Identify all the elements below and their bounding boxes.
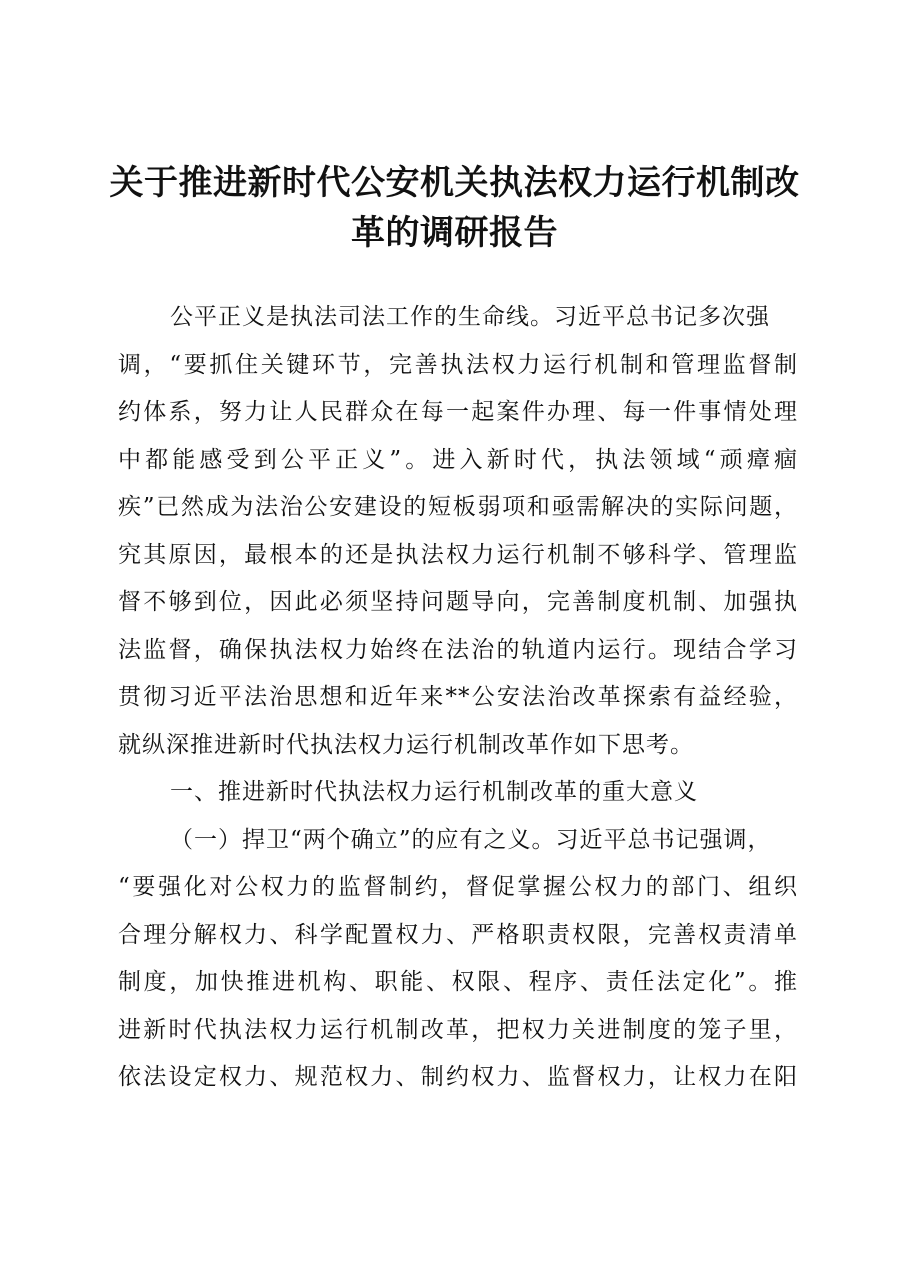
- paragraph-line: 疾”已然成为法治公安建设的短板弱项和亟需解决的实际问题，: [118, 494, 798, 520]
- document-title: [100, 158, 809, 258]
- document-body: [118, 294, 798, 1102]
- paragraph-line: 依法设定权力、规范权力、制约权力、监督权力，让权力在阳: [118, 1064, 798, 1090]
- paragraph-line: 合理分解权力、科学配置权力、严格职责权限，完善权责清单: [118, 921, 798, 948]
- paragraph-line: 进新时代执法权力运行机制改革，把权力关进制度的笼子里，: [118, 1016, 798, 1043]
- paragraph-line: 中都能感受到公平正义”。进入新时代，执法领域“顽瘴痼: [118, 446, 798, 473]
- paragraph-line: 制度，加快推进机构、职能、权限、程序、责任法定化”。推: [118, 969, 798, 995]
- paragraph-line: 约体系，努力让人民群众在每一起案件办理、每一件事情处理: [118, 399, 798, 425]
- paragraph-line: 究其原因，最根本的还是执法权力运行机制不够科学、管理监: [118, 541, 798, 568]
- paragraph-line: 法监督，确保执法权力始终在法治的轨道内运行。现结合学习: [118, 636, 798, 663]
- title-line: 关于推进新时代公安机关执法权力运行机制改: [109, 163, 800, 203]
- paragraph-line: 督不够到位，因此必须坚持问题导向，完善制度机制、加强执: [118, 589, 798, 615]
- paragraph-line: 就纵深推进新时代执法权力运行机制改革作如下思考。: [118, 731, 694, 758]
- paragraph-line: 公平正义是执法司法工作的生命线。习近平总书记多次强: [170, 304, 770, 330]
- title-line: 革的调研报告: [351, 213, 558, 253]
- paragraph-line: “要强化对公权力的监督制约，督促掌握公权力的部门、组织: [118, 874, 798, 900]
- section-heading: 一、推进新时代执法权力运行机制改革的重大意义: [170, 779, 698, 805]
- paragraph-line: 贯彻习近平法治思想和近年来**公安法治改革探索有益经验，: [118, 684, 798, 710]
- paragraph-line: 调，“要抓住关键环节，完善执法权力运行机制和管理监督制: [118, 351, 798, 378]
- subsection-heading-line: （一）捍卫“两个确立”的应有之义。习近平总书记强调，: [170, 826, 772, 853]
